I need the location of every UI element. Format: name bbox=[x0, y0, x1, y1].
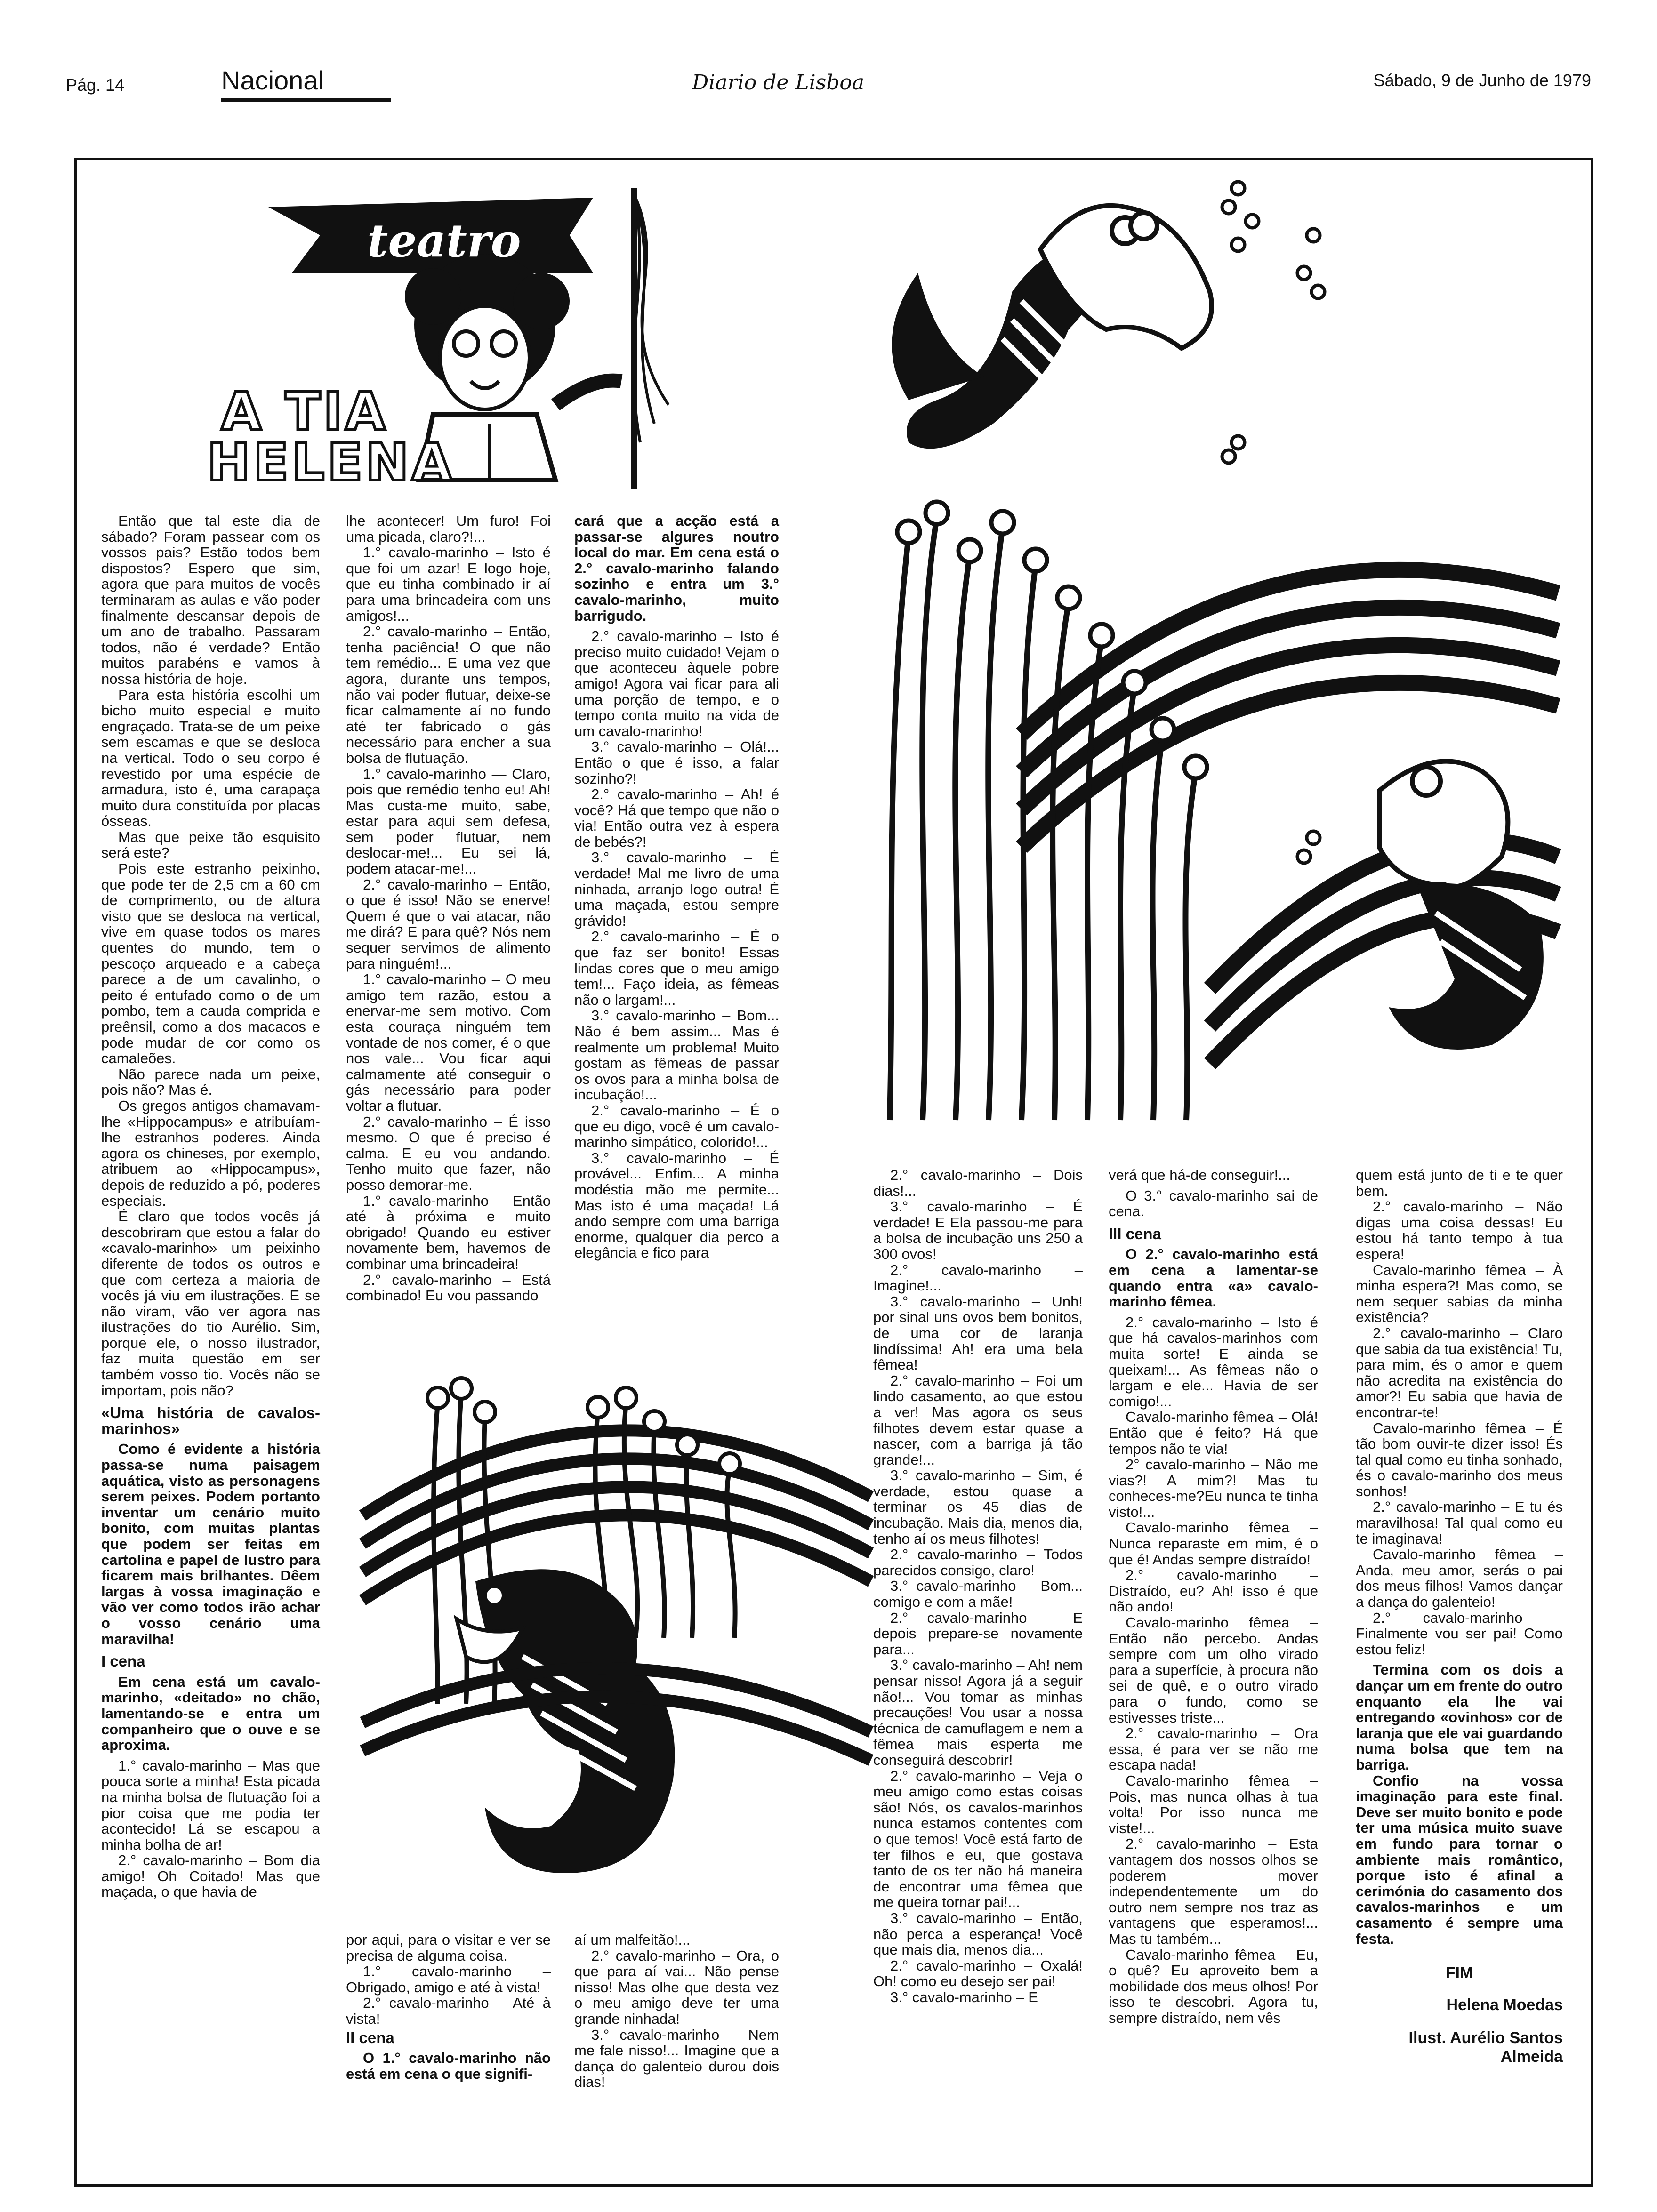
seahorse-illustration-right bbox=[880, 179, 1577, 1158]
issue-date: Sábado, 9 de Junho de 1979 bbox=[1373, 71, 1591, 90]
paragraph: Não parece nada um peixe, pois não? Mas é. bbox=[101, 1066, 320, 1098]
column-3-continued bbox=[574, 1932, 779, 2090]
article-title bbox=[207, 381, 455, 492]
paragraph: Termina com os dois a dançar um em frente do outro enquanto ela lhe vai entregando «ovinhos» cor de laranja que ele vai guardando numa bolsa que tem na barriga. bbox=[1356, 1661, 1563, 1773]
paragraph: 2.° cavalo-marinho – É o que faz ser bonito! Essas lindas cores que o meu amigo tem!... Faço ideia, as fêmeas não o largam!... bbox=[574, 928, 779, 1008]
paragraph: Para esta história escolhi um bicho muito especial e muito engraçado. Trata-se de um peixe sem escamas e que se desloca na vertical. Todo o seu corpo é revestido por uma espécie de armadura, isto é, uma carapaça muito dura constituída por placas ósseas. bbox=[101, 686, 320, 830]
paragraph: 2.° cavalo-marinho – Está combinado! Eu vou passando bbox=[346, 1271, 551, 1304]
illustrator-byline: Ilust. Aurélio Santos Almeida bbox=[1408, 2028, 1563, 2066]
scene-heading: I cena bbox=[101, 1652, 145, 1670]
paragraph: cará que a acção está a passar-se algures noutro local do mar. Em cena está o 2.° cavalo-marinho falando sozinho e entra um 3.° cavalo-marinho, muito barrigudo. bbox=[574, 513, 779, 624]
title-line-2: HELENA bbox=[207, 432, 455, 492]
paragraph: quem está junto de ti e te quer bem. bbox=[1356, 1167, 1563, 1199]
paragraph: Mas que peixe tão esquisito será este? bbox=[101, 828, 320, 861]
paragraph: 2.° cavalo-marinho – Distraído, eu? Ah! isso é que não ando! bbox=[1109, 1567, 1318, 1615]
paragraph: Pois este estranho peixinho, que pode ter de 2,5 cm a 60 cm de comprimento, ou de altura visto que se desloca na vertical, vive em quase todos os mares quentes do mundo, tem o pescoço arqueado e a cabeça parece a de um cavalinho, o peito é entufado como o de um pombo, tem a cauda comprida e preênsil, como a dos macacos e pode mudar de cor como os camaleões. bbox=[101, 860, 320, 1067]
paragraph: Cavalo-marinho fêmea – Então não percebo. Andas sempre com um olho virado para a superfície, à procura não sei de quê, e o outro virado para o fundo, como se estivesses triste... bbox=[1109, 1614, 1318, 1726]
paragraph: 2.° cavalo-marinho – Então, tenha paciência! O que não tem remédio... E uma vez que agora, durante uns tempos, não vai poder flutuar, deixe-se ficar calmamente aí no fundo até ter fabricado o gás necessário para encher a sua bolsa de flutuação. bbox=[346, 623, 551, 766]
paragraph: Cavalo-marinho fêmea – Nunca reparaste em mim, é o que é! Andas sempre distraído! bbox=[1109, 1519, 1318, 1568]
paragraph: Cavalo-marinho fêmea – É tão bom ouvir-te dizer isso! És tal qual como eu tinha sonhado, és o cavalo-marinho dos meus sonhos! bbox=[1356, 1419, 1563, 1499]
paragraph: 1.° cavalo-marinho – Mas que pouca sorte a minha! Esta picada na minha bolsa de flutuação foi a pior coisa que me podia ter acontecido! Lá se escapou a minha bolha de ar! bbox=[101, 1757, 320, 1853]
paragraph: 3.° cavalo-marinho – Então, não perca a esperança! Você que mais dia, menos dia... bbox=[873, 1909, 1083, 1958]
paragraph: 1.° cavalo-marinho — Claro, pois que remédio tenho eu! Ah! Mas custa-me muito, sabe, estar para aqui sem defesa, sem poder flutuar, nem deslocar-me!... Eu sei lá, podem atacar-me!... bbox=[346, 765, 551, 877]
paragraph: 3.° cavalo-marinho – É verdade! Mal me livro de uma ninhada, arranjo logo outra! É uma maçada, estou sempre grávido! bbox=[574, 849, 779, 929]
paragraph: 1.° cavalo-marinho – Obrigado, amigo e até à vista! bbox=[346, 1963, 551, 1996]
author-byline: Helena Moedas bbox=[1446, 1996, 1563, 2014]
subheading: «Uma história de cavalos-marinhos» bbox=[101, 1404, 320, 1437]
paragraph: Em cena está um cavalo-marinho, «deitado» no chão, lamentando-se e entra um companheiro que o ouve e se aproxima. bbox=[101, 1673, 320, 1754]
column-2-continued bbox=[346, 1932, 551, 2082]
paragraph: 3.° cavalo-marinho – Bom... Não é bem assim... Mas é realmente um problema! Muito gostam as fêmeas de passar os ovos para a minha bolsa de incubação!... bbox=[574, 1007, 779, 1103]
paragraph: 2.° cavalo-marinho – Então, o que é isso! Não se enerve! Quem é que o vai atacar, não me dirá? E para quê? Nós nem sequer servimos de alimento para ninguém!... bbox=[346, 876, 551, 972]
paragraph: 3.° cavalo-marinho – É verdade! E Ela passou-me para a bolsa de incubação uns 250 a 300 ovos! bbox=[873, 1198, 1083, 1262]
paragraph: 2.° cavalo-marinho – Imagine!... bbox=[873, 1261, 1083, 1294]
column-2 bbox=[346, 513, 551, 1304]
paragraph: 2.° cavalo-marinho – Dois dias!... bbox=[873, 1167, 1083, 1199]
paragraph: 2.° cavalo-marinho – Todos parecidos consigo, claro! bbox=[873, 1546, 1083, 1579]
paragraph: 2.° cavalo-marinho – Isto é que há cavalos-marinhos com muita sorte! E ainda se queixam!... As fêmeas não o largam e ele... Havia de ser comigo!... bbox=[1109, 1314, 1318, 1410]
paragraph: 2.° cavalo-marinho – Oxalá! Oh! como eu desejo ser pai! bbox=[873, 1957, 1083, 1990]
paragraph: aí um malfeitão!... bbox=[574, 1931, 691, 1948]
paragraph: É claro que todos vocês já descobriram que estou a falar do «cavalo-marinho» um peixinho diferente de todos os outros e que com certeza a maioria de vocês já viu em ilustrações. E se não viram, vão ver agora nas ilustrações do tio Aurélio. Sim, porque ele, o nosso ilustrador, faz muita questão em ser também vosso tio. Vocês não se importam, pois não? bbox=[101, 1208, 320, 1399]
paragraph: lhe acontecer! Um furo! Foi uma picada, claro?!... bbox=[346, 513, 551, 545]
newspaper-name: Diario de Lisboa bbox=[692, 71, 865, 95]
paragraph: 2.° cavalo-marinho – É o que eu digo, você é um cavalo-marinho simpático, colorido!... bbox=[574, 1102, 779, 1151]
paragraph: por aqui, para o visitar e ver se precisa de alguma coisa. bbox=[346, 1931, 551, 1964]
paragraph: O 1.° cavalo-marinho não está em cena o que signifi- bbox=[346, 2050, 551, 2082]
paragraph: 2.° cavalo-marinho – É isso mesmo. O que é preciso é calma. E eu vou andando. Tenho muito que fazer, não posso demorar-me. bbox=[346, 1113, 551, 1193]
paragraph: 2° cavalo-marinho – Não me vias?! A mim?! Mas tu conheces-me?Eu nunca te tinha visto!... bbox=[1109, 1456, 1318, 1520]
paragraph: Cavalo-marinho fêmea – Olá! Então que é feito? Há que tempos não te via! bbox=[1109, 1409, 1318, 1457]
paragraph: 2.° cavalo-marinho – Até à vista! bbox=[346, 1995, 551, 2027]
column-3 bbox=[574, 513, 779, 1261]
paragraph: 3.° cavalo-marinho – Olá!... Então o que é isso, a falar sozinho?! bbox=[574, 738, 779, 787]
paragraph: 2.° cavalo-marinho – E tu és maravilhosa! Tal qual como eu te imaginava! bbox=[1356, 1499, 1563, 1547]
section-rule bbox=[221, 98, 391, 102]
paragraph: Cavalo-marinho fêmea – Eu, o quê? Eu aproveito bem a mobilidade dos meus olhos! Por isso te descobri. Agora tu, sempre distraído, nem vês bbox=[1109, 1946, 1318, 2026]
paragraph: Os gregos antigos chamavam-lhe «Hippocampus» e atribuíam-lhe estranhos poderes. Ainda agora os chineses, por exemplo, atribuem ao «Hippocampus», depois de reduzido a pó, poderes especiais. bbox=[101, 1097, 320, 1209]
end-mark: FIM bbox=[1445, 1964, 1473, 1982]
paragraph: Como é evidente a história passa-se numa paisagem aquática, visto as personagens serem peixes. Podem portanto inventar um cenário muito bonito, com muitas plantas que podem ser feitas em cartolina e papel de lustro para ficarem mais brilhantes. Dêem largas à vossa imaginação e vão ver como todos irão achar o vosso cenário uma maravilha! bbox=[101, 1441, 320, 1647]
paragraph: 2.° cavalo-marinho – Esta vantagem dos nossos olhos se poderem mover independentemente um do outro nem sempre nos traz as vantagens que esperamos!... Mas tu também... bbox=[1109, 1835, 1318, 1947]
paragraph: 2.° cavalo-marinho – Bom dia amigo! Oh Coitado! Mas que maçada, o que havia de bbox=[101, 1852, 320, 1900]
column-4 bbox=[873, 1167, 1083, 2005]
paragraph: 2.° cavalo-marinho – Não digas uma coisa dessas! Eu estou há tanto tempo à tua espera! bbox=[1356, 1198, 1563, 1262]
scene-heading: II cena bbox=[346, 2028, 394, 2046]
paragraph: 2.° cavalo-marinho – Claro que sabia da tua existência! Tu, para mim, és o amor e quem não acredita na existência do amor?! Eu sabia que havia de encontrar-te! bbox=[1356, 1324, 1563, 1420]
column-1 bbox=[101, 513, 320, 1900]
paragraph: O 2.° cavalo-marinho está em cena a lamentar-se quando entra «a» cavalo-marinho fêmea. bbox=[1109, 1246, 1318, 1310]
paragraph: 2.° cavalo-marinho – Veja o meu amigo como estas coisas são! Nós, os cavalos-marinhos nunca estamos contentes com o que temos! Você está farto de ter filhos e eu, que gostava tanto de os ter não há maneira de encontrar uma fêmea que me queira tornar pai!... bbox=[873, 1767, 1083, 1911]
seahorse-illustration-left bbox=[344, 1374, 890, 1930]
paragraph: 2.° cavalo-marinho – Foi um lindo casamento, ao que estou a ver! Mas agora os seus filhotes devem estar quase a nascer, com a barriga já tão grande!... bbox=[873, 1372, 1083, 1468]
paragraph: 1.° cavalo-marinho – Isto é que foi um azar! E logo hoje, que eu tinha combinado ir aí para uma brincadeira com uns amigos!... bbox=[346, 544, 551, 624]
paragraph: Cavalo-marinho fêmea – À minha espera?! Mas como, se nem sequer sabias da minha existência? bbox=[1356, 1261, 1563, 1326]
paragraph: Cavalo-marinho fêmea – Anda, meu amor, serás o pai dos meus filhos! Vamos dançar a dança do galenteio! bbox=[1356, 1546, 1563, 1611]
page-number: Pág. 14 bbox=[66, 75, 125, 95]
section-name: Nacional bbox=[221, 65, 324, 95]
paragraph: 2.° cavalo-marinho – Ora, o que para aí vai... Não pense nisso! Mas olhe que desta vez o meu amigo deve ter uma grande ninhada! bbox=[574, 1947, 779, 2027]
paragraph: Confio na vossa imaginação para este final. Deve ser muito bonito e pode ter uma música muito suave em fundo para tornar o ambiente mais romântico, porque isto é afinal a cerimónia do casamento dos cavalos-marinhos e um casamento é sempre uma festa. bbox=[1356, 1772, 1563, 1947]
paragraph: 3.° cavalo-marinho – E bbox=[890, 1988, 1038, 2005]
paragraph: 2.° cavalo-marinho – Isto é preciso muito cuidado! Vejam o que aconteceu àquele pobre amigo! Agora vai ficar para ali uma porção de tempo, e o tempo conta muito na vida de um cavalo-marinho! bbox=[574, 628, 779, 739]
paragraph: 3.° cavalo-marinho – Unh! por sinal uns ovos bem bonitos, de uma cor de laranja lindíssima! Ah! era uma bela fêmea! bbox=[873, 1293, 1083, 1373]
paragraph: 1.° cavalo-marinho – O meu amigo tem razão, estou a enervar-me sem motivo. Com esta couraça ninguém tem vontade de nos comer, é o que nos vale... Vou ficar aqui calmamente até conseguir o gás necessário para poder voltar a flutuar. bbox=[346, 971, 551, 1114]
paragraph: 2.° cavalo-marinho – Ah! é você? Há que tempo que não o via! Então outra vez à espera de bebés?! bbox=[574, 786, 779, 850]
paragraph: 3.° cavalo-marinho – É provável... Enfim... A minha modéstia mão me permite... Mas isto é uma maçada! Lá ando sempre com uma barriga enorme, qualquer dia perco a elegância e fico para bbox=[574, 1149, 779, 1261]
paragraph: 3.° cavalo-marinho – Bom... comigo e com a mãe! bbox=[873, 1578, 1083, 1611]
paragraph: Cavalo-marinho fêmea – Pois, mas nunca olhas à tua volta! Por isso nunca me viste!... bbox=[1109, 1772, 1318, 1836]
scene-heading: III cena bbox=[1109, 1225, 1161, 1242]
teatro-kicker: teatro bbox=[367, 214, 521, 267]
paragraph: 2.° cavalo-marinho – Ora essa, é para ver se não me escapa nada! bbox=[1109, 1725, 1318, 1773]
paragraph: 3.° cavalo-marinho – Sim, é verdade, estou quase a terminar os 45 dias de incubação. Mais dia, menos dia, tenho aí os meus filhotes! bbox=[873, 1467, 1083, 1547]
paragraph: Então que tal este dia de sábado? Foram passear com os vossos pais? Estão todos bem dispostos? Espero que sim, agora que para muitos de vocês terminaram as aulas e vão poder finalmente descansar depois de um ano de trabalho. Passaram todos, não é verdade? Então muitos parabéns e vamos à nossa história de hoje. bbox=[101, 513, 320, 687]
paragraph: 2.° cavalo-marinho – Finalmente vou ser pai! Como estou feliz! bbox=[1356, 1609, 1563, 1658]
paragraph: verá que há-de conseguir!... bbox=[1109, 1167, 1291, 1183]
paragraph: 2.° cavalo-marinho – E depois prepare-se novamente para... bbox=[873, 1609, 1083, 1658]
paragraph: O 3.° cavalo-marinho sai de cena. bbox=[1109, 1187, 1318, 1220]
paragraph: 3.° cavalo-marinho – Ah! nem pensar nisso! Agora já a seguir não!... Vou tomar as minhas precauções! Vou usar a nossa técnica de camuflagem e nem a fêmea mais esperta me conseguirá descobrir! bbox=[873, 1657, 1083, 1768]
paragraph: 1.° cavalo-marinho – Então até à próxima e muito obrigado! Quando eu estiver novamente bem, havemos de combinar uma brincadeira! bbox=[346, 1192, 551, 1272]
title-line-1: A TIA bbox=[221, 381, 388, 441]
column-5 bbox=[1109, 1167, 1318, 2026]
column-6 bbox=[1356, 1167, 1563, 2066]
paragraph: 3.° cavalo-marinho – Nem me fale nisso!... Imagine que a dança do galenteio durou dois dias! bbox=[574, 2026, 779, 2091]
